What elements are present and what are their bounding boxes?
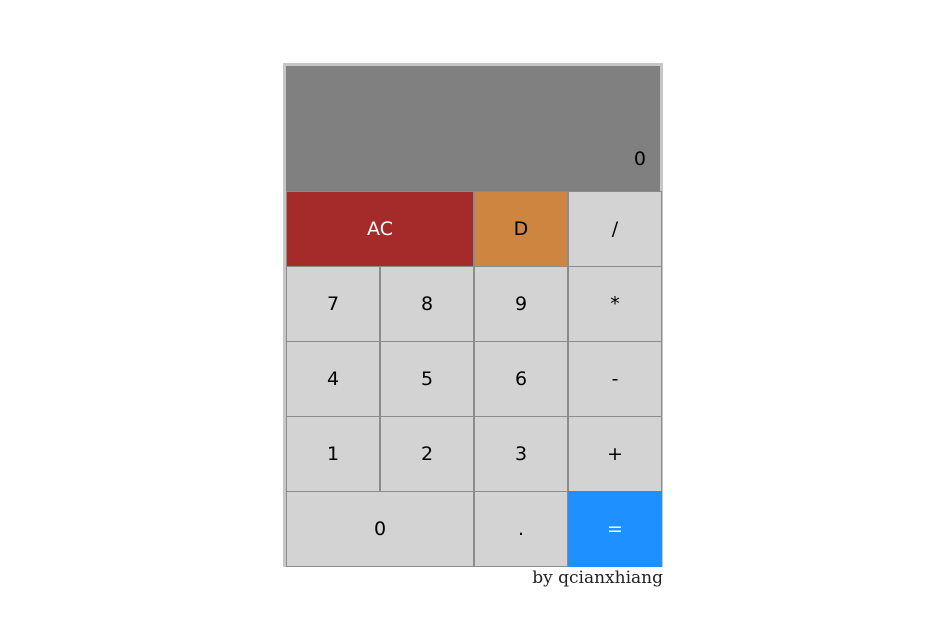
clear-all-button[interactable]: AC [286,191,474,267]
calculator-display [286,66,660,191]
digit-5-button[interactable]: 5 [380,341,474,417]
digit-8-button[interactable]: 8 [380,266,474,342]
digit-1-button[interactable]: 1 [286,416,380,492]
digit-9-button[interactable]: 9 [474,266,568,342]
keypad [286,191,662,567]
multiply-button[interactable]: * [568,266,662,342]
digit-4-button[interactable]: 4 [286,341,380,417]
equals-button[interactable]: = [568,491,662,567]
author-credit: by qcianxhiang [532,568,663,588]
digit-3-button[interactable]: 3 [474,416,568,492]
calculator [283,63,663,567]
display-value: 0 [633,148,646,170]
divide-button[interactable]: / [568,191,662,267]
minus-button[interactable]: - [568,341,662,417]
digit-6-button[interactable]: 6 [474,341,568,417]
delete-button[interactable]: D [474,191,568,267]
digit-0-button[interactable]: 0 [286,491,474,567]
digit-7-button[interactable]: 7 [286,266,380,342]
decimal-point-button[interactable]: . [474,491,568,567]
plus-button[interactable]: + [568,416,662,492]
digit-2-button[interactable]: 2 [380,416,474,492]
